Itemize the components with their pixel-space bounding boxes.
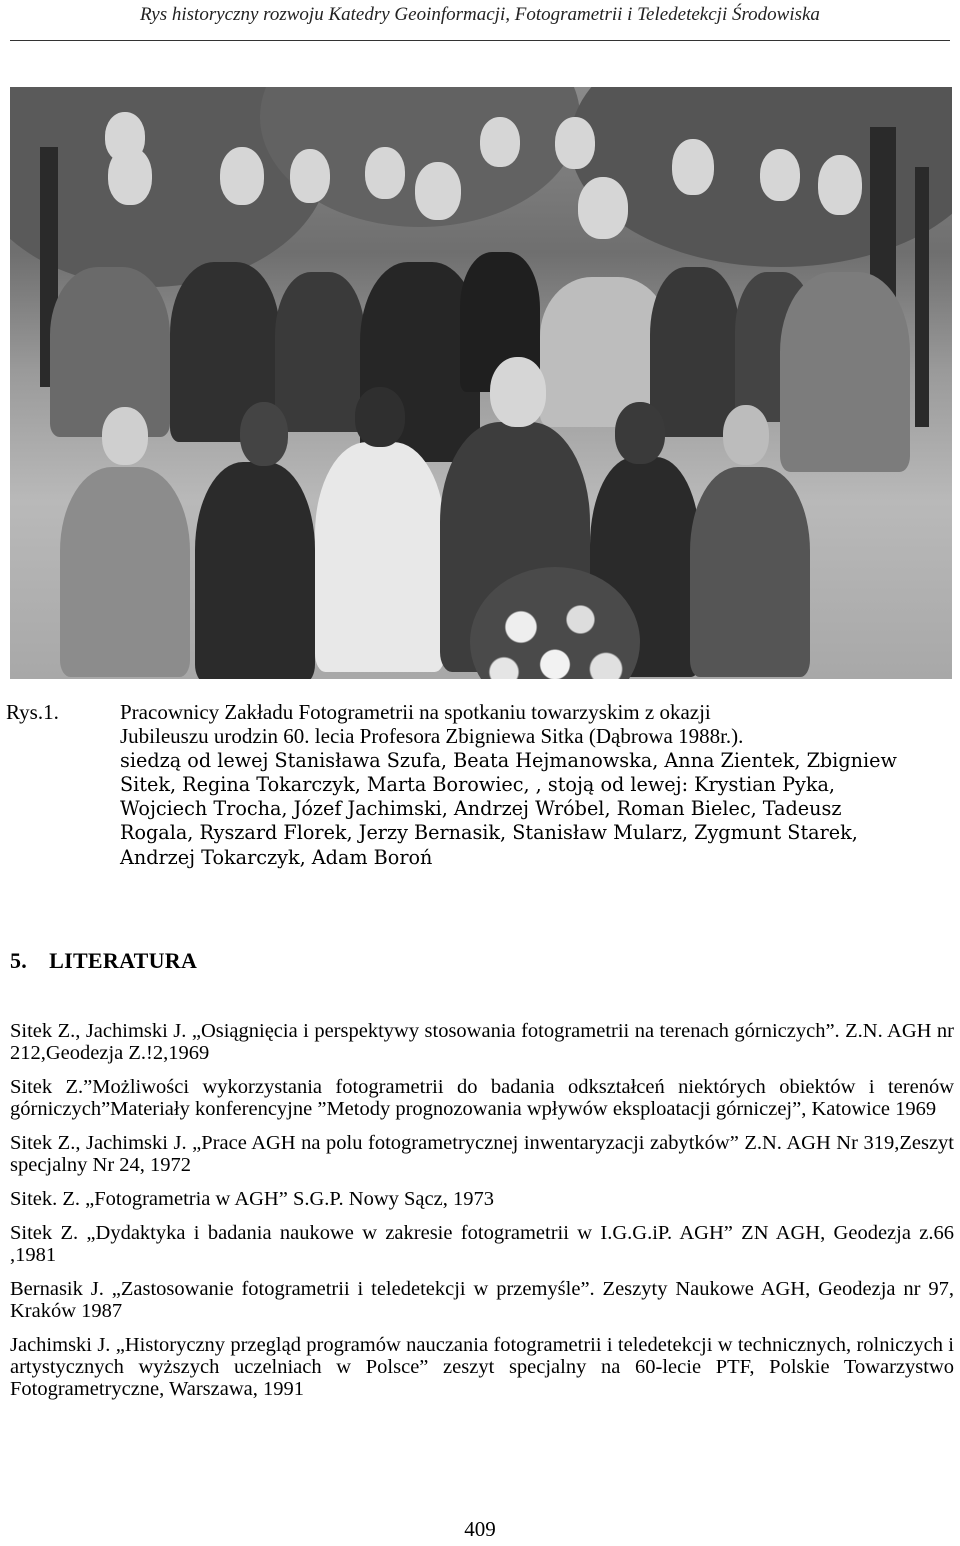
person-head [365,147,405,199]
section-title: LITERATURA [49,948,198,973]
reference-item: Bernasik J. „Zastosowanie fotogrametrii i teledetekcji w przemyśle”. Zeszyty Naukowe AGH, Geodezja nr 97, Kraków 1987 [10,1278,954,1322]
person-head [355,387,405,447]
reference-item: Sitek Z., Jachimski J. „Prace AGH na polu fotogrametrycznej inwentaryzacji zabytków” Z.N. AGH Nr 319,Zeszyt specjalny Nr 24, 1972 [10,1132,954,1176]
figure-label: Rys.1. [6,700,59,724]
person-head [102,407,148,465]
person-standing [275,272,365,432]
reference-item: Jachimski J. „Historyczny przegląd programów nauczania fotogrametrii i teledetekcji w technicznych, rolniczych i artystycznych wyższych uczelniach w Polsce” zeszyt specjalny na 60-lecie PTF, Polskie Towarzystwo Fotogrametryczne, Warszawa, 1991 [10,1334,954,1400]
person-head [760,149,800,201]
caption-line: Pracownicy Zakładu Fotogrametrii na spotkaniu towarzyskim z okazji [120,700,711,724]
reference-item: Sitek Z. „Dydaktyka i badania naukowe w zakresie fotogrametrii w I.G.G.iP. AGH” ZN AGH, Geodezja z.66 ,1981 [10,1222,954,1266]
person-head [480,117,520,167]
reference-item: Sitek Z., Jachimski J. „Osiągnięcia i perspektywy stosowania fotogrametrii na terenach górniczych”. Z.N. AGH nr 212,Geodezja Z.!2,1969 [10,1020,954,1064]
person-head [240,402,288,466]
caption-line: siedzą od lewej Stanisława Szufa, Beata Hejmanowska, Anna Zientek, Zbigniew [120,748,897,772]
reference-list [10,1020,954,1412]
person-standing [650,267,740,437]
caption-line: Wojciech Trocha, Józef Jachimski, Andrzej Wróbel, Roman Bielec, Tadeusz [120,797,842,821]
person-head [723,405,769,465]
caption-line: Sitek, Regina Tokarczyk, Marta Borowiec, , stoją od lewej: Krystian Pyka, [120,772,836,796]
person-seated [60,467,190,677]
caption-line: Jubileuszu urodzin 60. lecia Profesora Zbigniewa Sitka (Dąbrowa 1988r.). [120,724,744,749]
figure-caption [6,700,942,870]
running-header: Rys historyczny rozwoju Katedry Geoinformacji, Fotogrametrii i Teledetekcji Środowiska [140,4,820,25]
person-head [490,357,546,427]
group-photograph [10,87,952,679]
section-number: 5. [10,948,28,973]
section-heading [10,948,197,974]
person-head [415,162,461,220]
person-seated [195,462,315,679]
caption-line: Andrzej Tokarczyk, Adam Boroń [120,845,433,869]
tree-trunk [915,167,929,427]
reference-item: Sitek. Z. „Fotogrametria w AGH” S.G.P. Nowy Sącz, 1973 [10,1188,494,1210]
person-head [555,117,595,169]
person-head [290,149,330,203]
person-seated [315,442,445,672]
person-head [578,177,628,239]
page-number: 409 [464,1517,496,1541]
header-rule [10,40,950,41]
person-head [672,139,714,195]
person-head [108,147,152,205]
caption-line: Rogala, Ryszard Florek, Jerzy Bernasik, Stanisław Mularz, Zygmunt Starek, [120,821,858,845]
person-seated [690,467,810,677]
person-head [220,147,264,205]
reference-item: Sitek Z.”Możliwości wykorzystania fotogrametrii do badania odkształceń niektórych obiektów i terenów górniczych”Materiały konferencyjne ”Metody prognozowania wpływów eksploatacji górniczej”, Katowice 1969 [10,1076,954,1120]
person-head [818,155,862,215]
person-standing [780,272,910,472]
person-head [615,402,665,464]
